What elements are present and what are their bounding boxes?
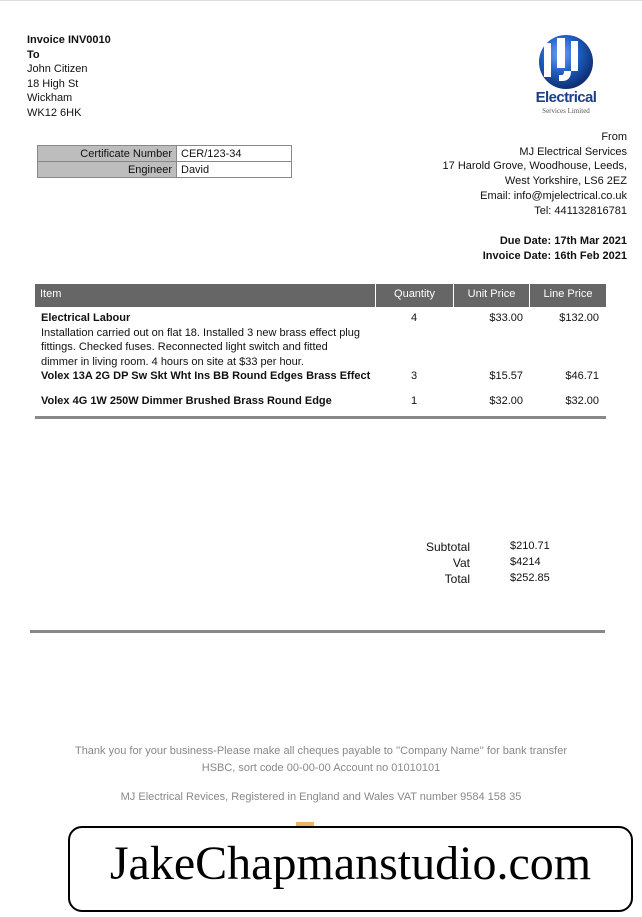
items-divider xyxy=(35,416,606,419)
item-description: dimmer in living room. 4 hours on site at $33 per hour. xyxy=(41,355,304,368)
item-quantity: 3 xyxy=(410,370,418,382)
table-row xyxy=(35,308,606,369)
subtotal-value: $210.71 xyxy=(510,540,550,552)
company-name: MJ Electrical Services xyxy=(519,145,627,158)
item-name: Electrical Labour xyxy=(41,312,131,324)
totals-divider xyxy=(30,630,605,633)
items-table xyxy=(35,284,606,417)
logo-wordmark: Electrical xyxy=(535,89,597,106)
totals-values xyxy=(510,538,550,586)
header-unit-price: Unit Price xyxy=(453,284,529,307)
payment-note-line-2: HSBC, sort code 00-00-00 Account no 01010101 xyxy=(201,762,441,774)
payment-note-line-1: Thank you for your business-Please make all cheques payable to ''Company Name'' for bank transfer xyxy=(74,745,568,757)
to-label: To xyxy=(27,48,40,61)
logo-tagline: Services Limited xyxy=(542,107,590,115)
from-block xyxy=(443,130,627,218)
item-cell xyxy=(35,311,375,369)
company-logo xyxy=(526,35,606,119)
item-line-price: $132.00 xyxy=(559,312,599,324)
company-address-2: West Yorkshire, LS6 2EZ xyxy=(504,175,627,188)
company-email[interactable]: Email: info@mjelectrical.co.uk xyxy=(480,189,627,202)
item-name: Volex 13A 2G DP Sw Skt Wht Ins BB Round Edges Brass Effect xyxy=(41,370,371,382)
header-line-price: Line Price xyxy=(529,284,606,307)
customer-town: Wickham xyxy=(27,92,73,104)
certificate-number-value: CER/123-34 xyxy=(177,146,292,162)
total-value: $252.85 xyxy=(510,572,550,584)
watermark-banner xyxy=(68,826,633,912)
engineer-row xyxy=(38,162,292,178)
customer-street: 18 High St xyxy=(27,77,79,90)
item-unit-price: $15.57 xyxy=(489,370,523,382)
company-tel: Tel: 441132816781 xyxy=(534,204,627,217)
item-unit-price: $32.00 xyxy=(489,395,523,407)
globe-logo-icon xyxy=(526,35,606,91)
customer-name: John Citizen xyxy=(27,63,88,75)
table-row xyxy=(35,394,606,417)
certificate-number-label: Certificate Number xyxy=(38,146,177,162)
vat-label: Vat xyxy=(452,556,470,570)
certificate-row xyxy=(38,146,292,162)
company-address-1: 17 Harold Grove, Woodhouse, Leeds, xyxy=(442,160,627,173)
header-quantity: Quantity xyxy=(375,284,453,307)
item-name: Volex 4G 1W 250W Dimmer Brushed Brass Round Edge xyxy=(41,395,332,407)
registration-note: MJ Electrical Revices, Registered in England and Wales VAT number 9584 158 35 xyxy=(120,791,522,803)
invoice-number: Invoice INV0010 xyxy=(27,34,111,46)
watermark-text: JakeChapmanstudio.com xyxy=(109,837,592,890)
totals-labels xyxy=(415,539,470,587)
due-date: Due Date: 17th Mar 2021 xyxy=(499,235,627,247)
items-header xyxy=(35,284,606,308)
payment-note xyxy=(0,743,642,777)
item-quantity: 4 xyxy=(410,312,418,324)
certificate-table xyxy=(37,145,292,178)
total-label: Total xyxy=(444,572,470,586)
item-line-price: $32.00 xyxy=(565,395,599,407)
engineer-value: David xyxy=(177,162,292,178)
item-line-price: $46.71 xyxy=(565,370,599,382)
bill-to-block xyxy=(27,33,111,120)
engineer-label: Engineer xyxy=(38,162,177,178)
dates-block xyxy=(483,234,627,264)
header-item: Item xyxy=(40,288,62,300)
table-row xyxy=(35,369,606,394)
invoice-date: Invoice Date: 16th Feb 2021 xyxy=(482,250,627,262)
subtotal-label: Subtotal xyxy=(425,540,470,554)
item-description: fittings. Checked fuses. Reconnected light switch and fitted xyxy=(41,341,328,353)
item-unit-price: $33.00 xyxy=(489,312,523,324)
item-description: Installation carried out on flat 18. Installed 3 new brass effect plug xyxy=(41,326,360,339)
from-label: From xyxy=(601,131,627,143)
customer-postcode: WK12 6HK xyxy=(27,106,82,119)
vat-value: $4214 xyxy=(510,556,541,568)
item-quantity: 1 xyxy=(410,395,418,407)
